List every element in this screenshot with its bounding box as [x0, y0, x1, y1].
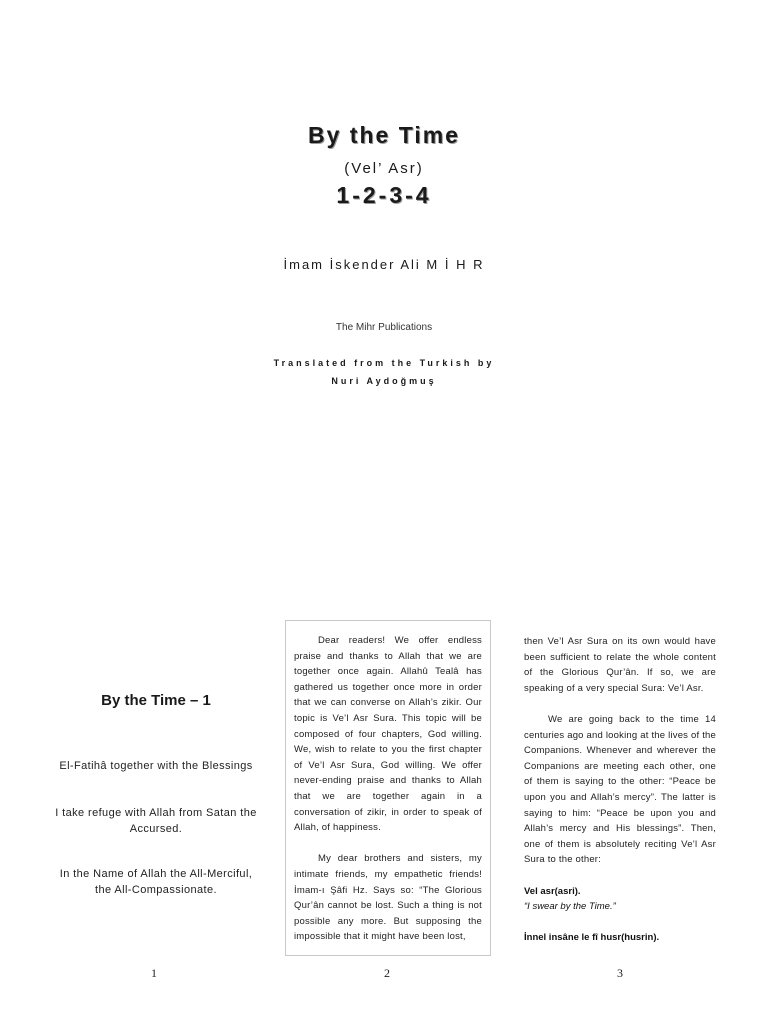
page-number-1: 1 — [151, 966, 157, 980]
page-number-3: 3 — [617, 966, 623, 980]
page-2-paragraph: My dear brothers and sisters, my intimate friends, my empathetic friends! İmam-ı Şâfi Hz. Says so: “The Glorious Qur’ân cannot be lost. Such a thing is not possible any more. But supposing the impossible that it might have been lost, — [294, 853, 482, 943]
page-3-paragraph: We are going back to the time 14 centuries ago and looking at the lives of the Companions. Whenever and wherever the Companions are meeting each other, one of them is saying to the other: “Peace be upon you and Allah’s mercy”. The latter is saying to him: “Peace be upon you and Allah’s mercy and His blessings”. Then, one of them is absolutely reciting Ve’l Asr Sura to the other: — [524, 713, 716, 866]
opening-line-basmala: In the Name of Allah the All-Merciful, the All-Compassionate. — [59, 868, 253, 896]
book-volumes: 1-2-3-4 — [336, 182, 432, 208]
verse-arabic-2: İnnel insâne le fî husr(husrin). — [524, 932, 660, 944]
publisher-name: The Mihr Publications — [335, 322, 433, 333]
translated-by-label: Translated from the Turkish by — [273, 358, 495, 368]
page-1-column — [54, 0, 258, 1024]
verse-translation-1: “I swear by the Time.” — [524, 901, 616, 913]
section-title: By the Time – 1 — [101, 692, 211, 709]
book-subtitle: (Vel’ Asr) — [344, 160, 424, 177]
author-name: İmam İskender Ali M İ H R — [283, 257, 485, 272]
page-number-2: 2 — [384, 966, 390, 980]
opening-line-refuge: I take refuge with Allah from Satan the Accursed. — [55, 807, 257, 835]
verse-arabic-1: Vel asr(asri). — [524, 885, 581, 897]
page-2-paragraph: Dear readers! We offer endless praise and thanks to Allah that we are together once again. Allahû Tealâ has gathered us together once more in order that we can converse on Allah’s zikir. Our topic is Ve’l Asr Sura. This topic will be composed of four chapters, God willing. We, wish to relate to you the first chapter of Ve’l Asr Sura, God willing. We offer never-ending praise and thanks to Allah that we are together again in a conversation of zikir, in order to speak of Allah, of happiness. — [294, 635, 482, 834]
page-3-column — [524, 634, 716, 946]
page-2-frame — [285, 620, 491, 956]
translator-name: Nuri Aydoğmuş — [331, 376, 437, 386]
page-3-paragraph: then Ve’l Asr Sura on its own would have been sufficient to relate the whole content of the Glorious Qur’ân. If so, we are speaking of a very special Sura: Ve’l Asr. — [524, 636, 716, 694]
book-title: By the Time — [308, 122, 460, 148]
opening-line-fatiha: El-Fatihâ together with the Blessings — [59, 760, 253, 772]
